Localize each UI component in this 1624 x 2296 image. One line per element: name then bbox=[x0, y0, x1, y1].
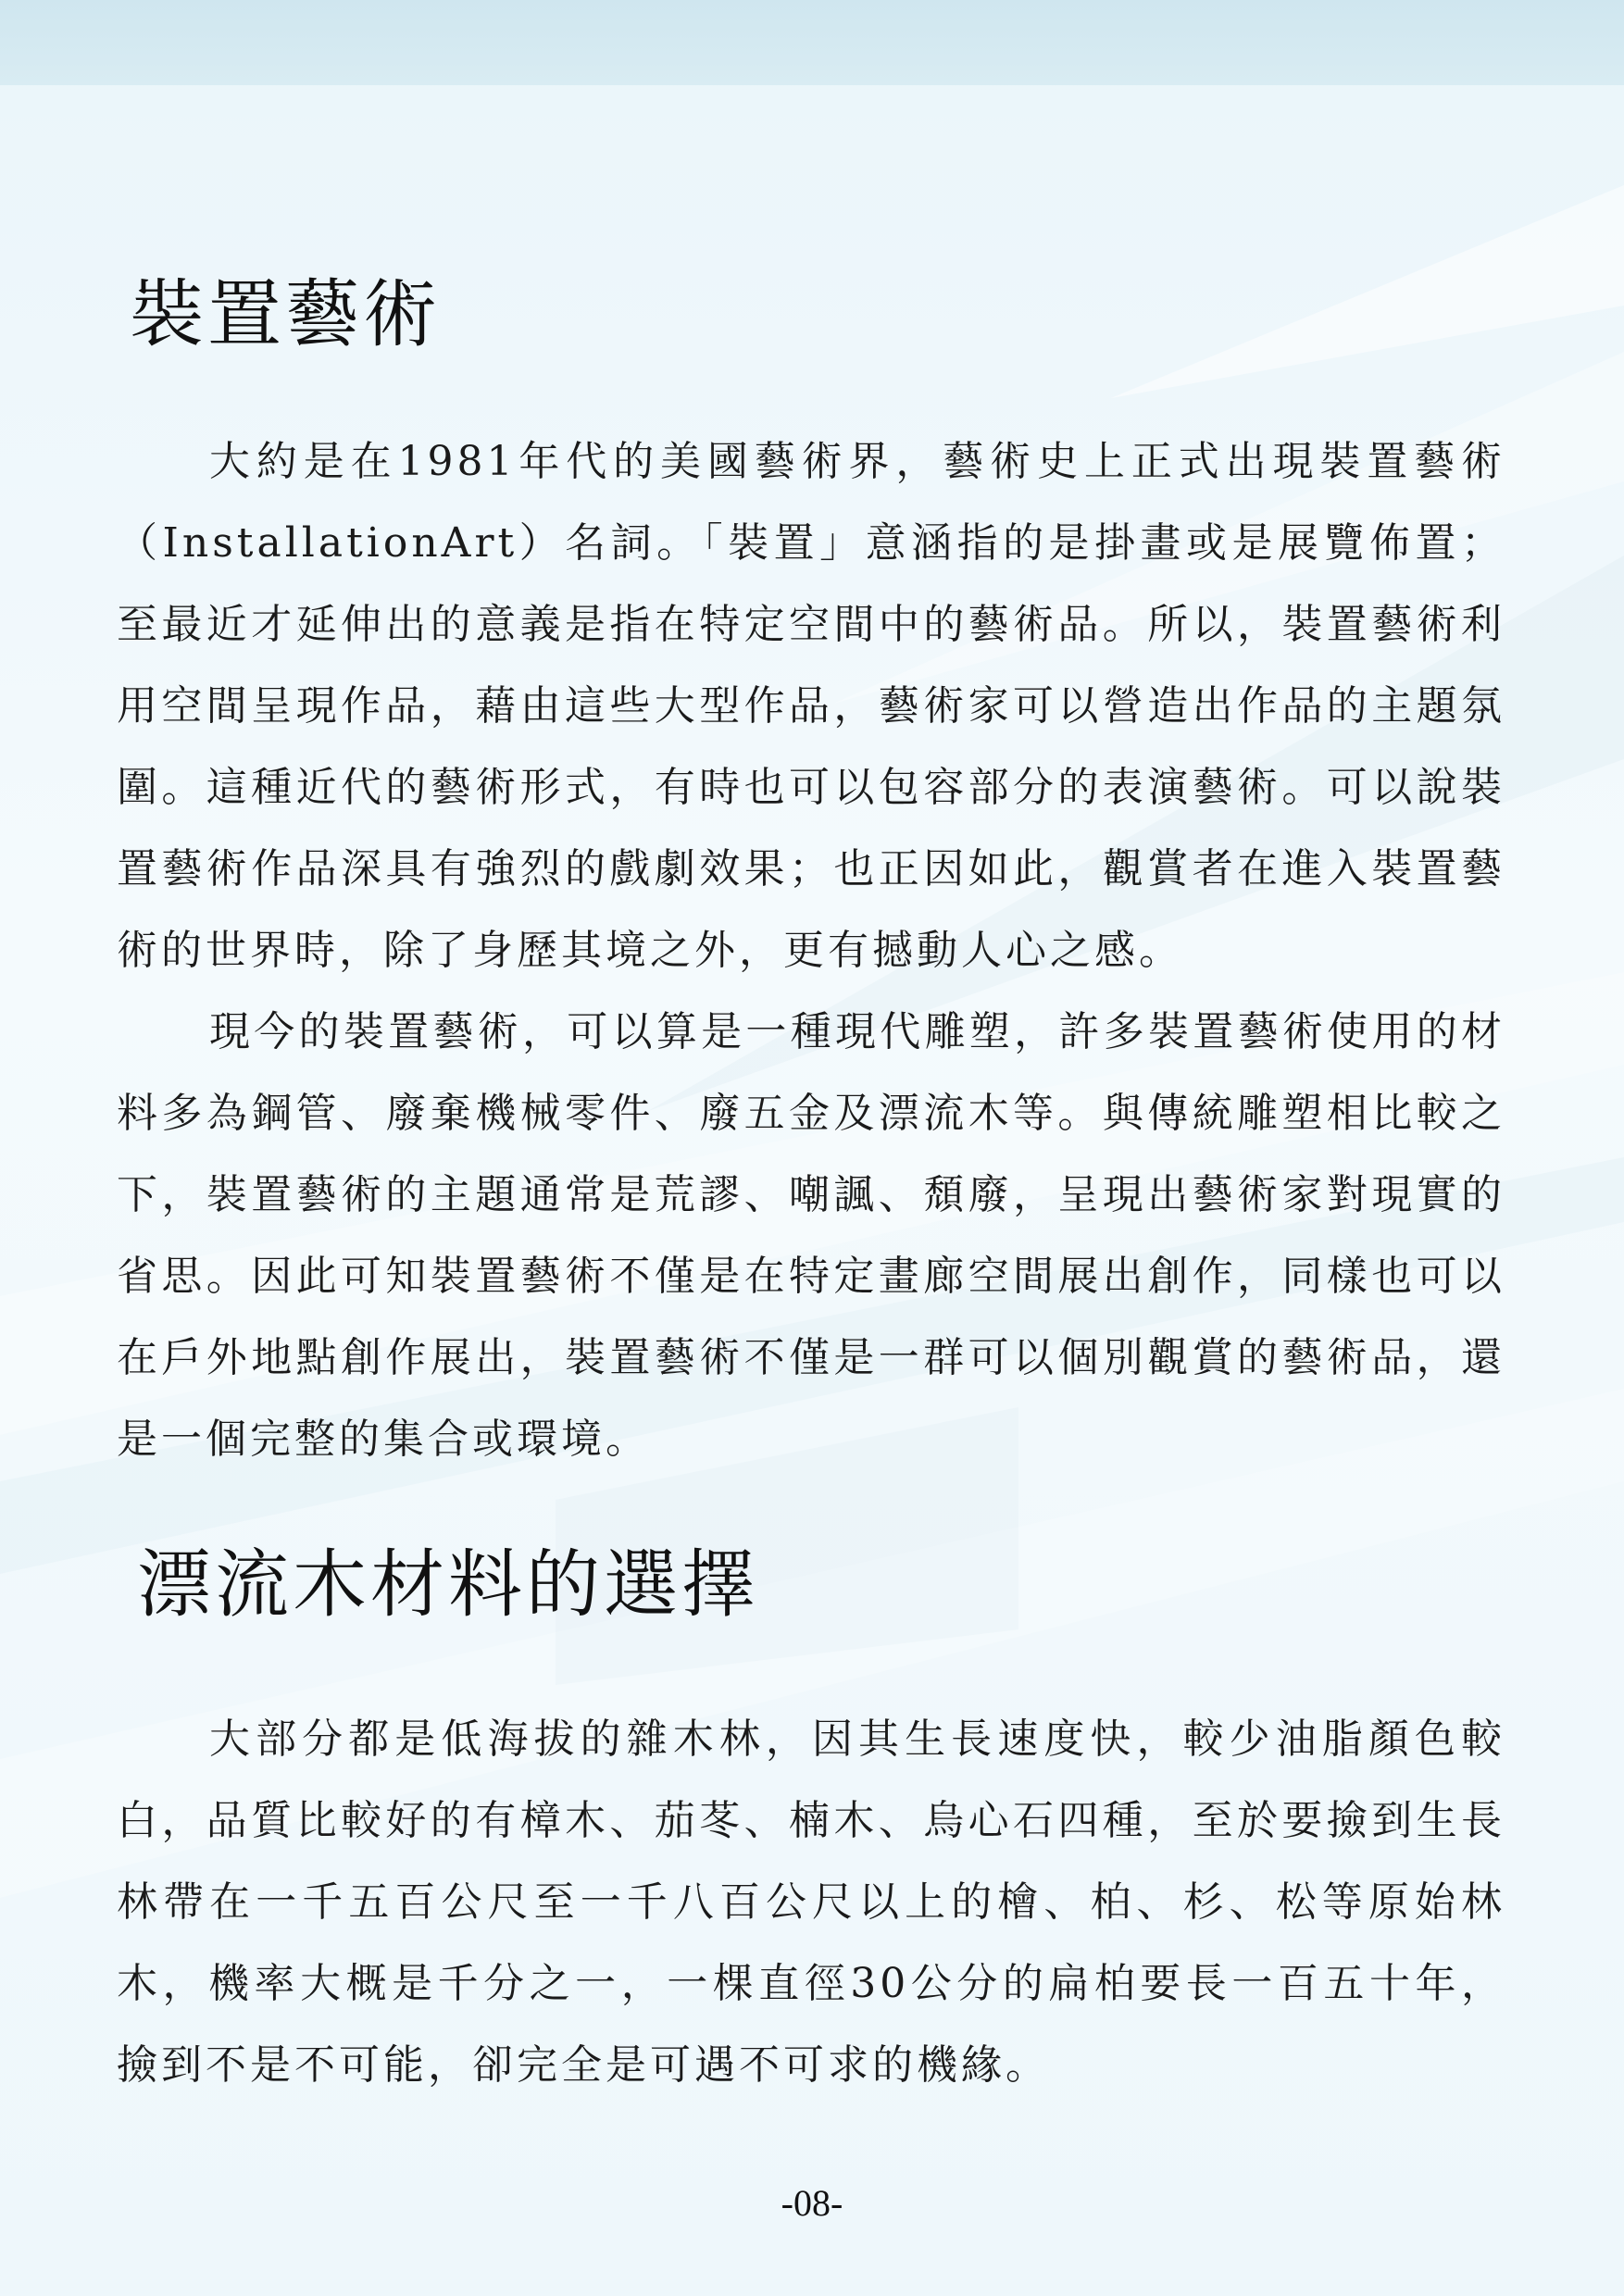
section-body-installation-art bbox=[117, 421, 1505, 1480]
header-band bbox=[0, 0, 1624, 85]
section-heading-installation-art: 裝置藝術 bbox=[130, 271, 441, 357]
section-heading-driftwood-selection: 漂流木材料的選擇 bbox=[137, 1541, 759, 1628]
paragraph: 大部分都是低海拔的雜木林，因其生長速度快，較少油脂顏色較白，品質比較好的有樟木、茄苳、楠木、烏心石四種，至於要撿到生長林帶在一千五百公尺至一千八百公尺以上的檜、柏、杉、松等原始林木，機率大概是千分之一，一棵直徑30公分的扁柏要長一百五十年，撿到不是不可能，卻完全是可遇不可求的機緣。 bbox=[117, 1716, 1505, 2089]
section-body-driftwood-selection bbox=[117, 1699, 1505, 2106]
paragraph: 現今的裝置藝術，可以算是一種現代雕塑，許多裝置藝術使用的材料多為鋼管、廢棄機械零件、廢五金及漂流木等。與傳統雕塑相比較之下，裝置藝術的主題通常是荒謬、嘲諷、頹廢，呈現出藝術家對現實的省思。因此可知裝置藝術不僅是在特定畫廊空間展出創作，同樣也可以在戶外地點創作展出，裝置藝術不僅是一群可以個別觀賞的藝術品，還是一個完整的集合或環境。 bbox=[117, 1008, 1505, 1463]
page-number: -08- bbox=[781, 2182, 843, 2224]
paragraph: 大約是在1981年代的美國藝術界，藝術史上正式出現裝置藝術（InstallationArt）名詞。「裝置」意涵指的是掛畫或是展覽佈置；至最近才延伸出的意義是指在特定空間中的藝術品。所以，裝置藝術利用空間呈現作品，藉由這些大型作品，藝術家可以營造出作品的主題氛圍。這種近代的藝術形式，有時也可以包容部分的表演藝術。可以說裝置藝術作品深具有強烈的戲劇效果；也正因如此，觀賞者在進入裝置藝術的世界時，除了身歷其境之外，更有撼動人心之感。 bbox=[117, 438, 1505, 974]
